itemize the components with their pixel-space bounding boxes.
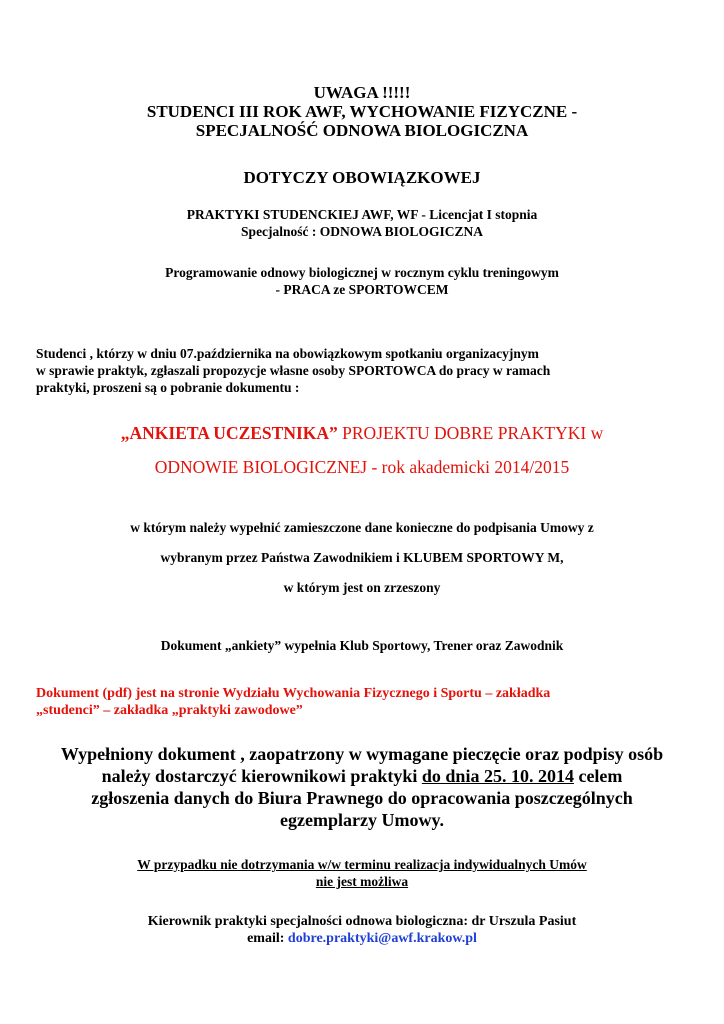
email-label: email:: [247, 931, 288, 946]
warning-line-2: nie jest możliwa: [315, 874, 409, 889]
dotyczy-heading: DOTYCZY OBOWIĄZKOWEJ: [243, 168, 481, 187]
contact-block: [0, 913, 724, 947]
intro-line-3: praktyki, proszeni są o pobranie dokumentu :: [36, 380, 300, 395]
programowanie-line-1: Programowanie odnowy biologicznej w rocznym cyklu treningowym: [165, 265, 559, 280]
warning-line-1: W przypadku nie dotrzymania w/w terminu realizacja indywidualnych Umów: [137, 857, 587, 872]
pdf-info-line-1: Dokument (pdf) jest na stronie Wydziału Wychowania Fizycznego i Sportu – zakładka: [36, 686, 551, 701]
deadline-date: do dnia 25. 10. 2014: [421, 766, 574, 786]
fill-line-3-block: [0, 579, 724, 596]
programowanie-block: [0, 264, 724, 298]
ankieta-year-text: ODNOWIE BIOLOGICZNEJ - rok akademicki 2014/2015: [154, 457, 570, 477]
uwaga-heading: UWAGA !!!!!: [313, 83, 411, 102]
wypelniony-block: [0, 743, 724, 831]
ankieta-bold-title: „ANKIETA UCZESTNIKA”: [120, 423, 338, 443]
praktyki-block: [0, 206, 724, 240]
intro-line-2: w sprawie praktyk, zgłaszali propozycje własne osoby SPORTOWCA do pracy w ramach: [36, 363, 551, 378]
header-block: [0, 83, 724, 140]
dokument-ankiety-block: [0, 637, 724, 654]
ankieta-title-line-1: [0, 423, 724, 443]
studenci-heading: STUDENCI III ROK AWF, WYCHOWANIE FIZYCZNE -: [146, 102, 578, 121]
praktyki-line-2: Specjalność : ODNOWA BIOLOGICZNA: [241, 224, 483, 239]
dokument-ankiety-text: Dokument „ankiety” wypełnia Klub Sportowy, Trener oraz Zawodnik: [160, 638, 564, 653]
specjalnosc-heading: SPECJALNOŚĆ ODNOWA BIOLOGICZNA: [195, 121, 529, 140]
ankieta-project-text: PROJEKTU DOBRE PRAKTYKI w: [337, 423, 604, 443]
ankieta-title-line-2: [0, 457, 724, 477]
contact-line-2: [0, 930, 724, 947]
fill-line-2-block: [0, 549, 724, 566]
programowanie-line-2: - PRACA ze SPORTOWCEM: [275, 282, 449, 297]
wypelniony-line-1: Wypełniony dokument , zaopatrzony w wymagane pieczęcie oraz podpisy osób: [60, 744, 664, 764]
wypelniony-line-3: zgłoszenia danych do Biura Prawnego do opracowania poszczególnych: [91, 788, 633, 808]
fill-line-1-block: [0, 519, 724, 536]
fill-line-1: w którym należy wypełnić zamieszczone dane konieczne do podpisania Umowy z: [130, 520, 594, 535]
fill-line-3: w którym jest on zrzeszony: [283, 580, 441, 595]
warning-block: [0, 856, 724, 890]
intro-line-1: Studenci , którzy w dniu 07.października na obowiązkowym spotkaniu organizacyjnym: [36, 346, 539, 361]
dotyczy-block: [0, 168, 724, 187]
pdf-info-line-2: „studenci” – zakładka „praktyki zawodowe”: [36, 703, 303, 718]
wypelniony-line-4: egzemplarzy Umowy.: [280, 810, 444, 830]
intro-paragraph: [36, 345, 696, 396]
wypelniony-line-2: należy dostarczyć kierownikowi praktyki do dnia 25. 10. 2014 celem: [101, 766, 623, 786]
praktyki-line-1: PRAKTYKI STUDENCKIEJ AWF, WF - Licencjat I stopnia: [186, 207, 538, 222]
fill-line-2: wybranym przez Państwa Zawodnikiem i KLUBEM SPORTOWY M,: [160, 550, 564, 565]
pdf-info-block: [36, 685, 696, 719]
email-link[interactable]: dobre.praktyki@awf.krakow.pl: [287, 931, 477, 946]
contact-line-1: Kierownik praktyki specjalności odnowa biologiczna: dr Urszula Pasiut: [147, 914, 577, 929]
